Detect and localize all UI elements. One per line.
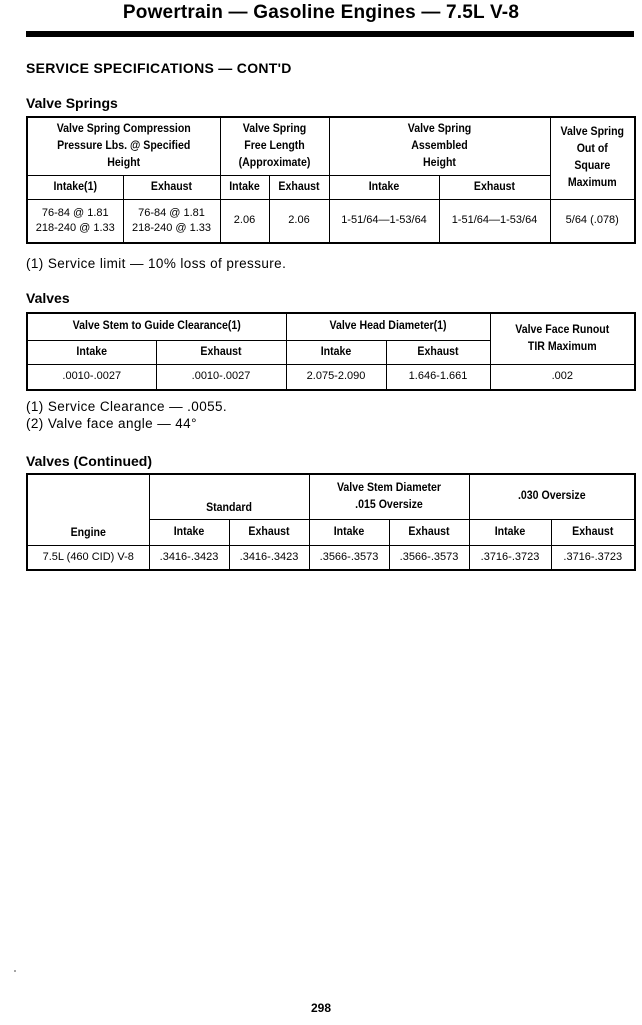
- sub-exhaust: Exhaust: [390, 340, 486, 364]
- sub-exhaust: Exhaust: [161, 340, 281, 364]
- engine-cell: 7.5L (460 CID) V-8: [27, 545, 149, 570]
- free-intake-cell: 2.06: [220, 199, 269, 243]
- std-intake-cell: .3416-.3423: [149, 545, 229, 570]
- sub-exhaust: Exhaust: [232, 519, 306, 545]
- scan-speck: [14, 970, 16, 972]
- sub-intake1: Intake(1): [31, 175, 119, 199]
- comp-exhaust-cell: 76-84 @ 1.81 218-240 @ 1.33: [123, 199, 220, 243]
- col-standard: Standard: [155, 474, 302, 519]
- valves-continued-heading: Valves (Continued): [26, 453, 153, 469]
- col-free-length: Valve Spring Free Length (Approximate): [224, 117, 324, 175]
- page-number: 298: [310, 1001, 332, 1015]
- stem-diameter-group-label: Valve Stem Diameter: [336, 481, 442, 494]
- sub-intake: Intake: [333, 175, 434, 199]
- valves-note-1: (1) Service Clearance — .0055.: [26, 399, 228, 414]
- title-rule: [26, 31, 634, 37]
- col-015-oversize: Valve Stem Diameter .015 Oversize: [315, 474, 462, 519]
- sub-intake: Intake: [152, 519, 226, 545]
- col-stem-guide-clearance: Valve Stem to Guide Clearance(1): [37, 313, 275, 340]
- sub-intake: Intake: [290, 340, 382, 364]
- o15-exhaust-cell: .3566-.3573: [389, 545, 469, 570]
- sub-exhaust: Exhaust: [443, 175, 545, 199]
- runout-cell: .002: [490, 364, 635, 390]
- col-assembled-height: Valve Spring Assembled Height: [338, 117, 541, 175]
- o30-intake-cell: .3716-.3723: [469, 545, 551, 570]
- sub-exhaust: Exhaust: [554, 519, 631, 545]
- sub-exhaust: Exhaust: [127, 175, 216, 199]
- valve-springs-heading: Valve Springs: [26, 95, 118, 111]
- std-exhaust-cell: .3416-.3423: [229, 545, 309, 570]
- sub-intake: Intake: [222, 175, 267, 199]
- valve-springs-note: (1) Service limit — 10% loss of pressure.: [26, 256, 287, 271]
- o15-intake-cell: .3566-.3573: [309, 545, 389, 570]
- section-title: SERVICE SPECIFICATIONS — CONT'D: [26, 60, 292, 76]
- valves-continued-table: [26, 473, 636, 571]
- assembled-exhaust-cell: 1-51/64—1-53/64: [439, 199, 550, 243]
- clearance-exhaust-cell: .0010-.0027: [156, 364, 286, 390]
- clearance-intake-cell: .0010-.0027: [27, 364, 156, 390]
- col-compression-pressure: Valve Spring Compression Pressure Lbs. @ Specified Height: [35, 117, 213, 175]
- o30-exhaust-cell: .3716-.3723: [551, 545, 635, 570]
- sub-exhaust: Exhaust: [392, 519, 466, 545]
- head-exhaust-cell: 1.646-1.661: [386, 364, 490, 390]
- col-out-of-square: Valve Spring Out of Square Maximum: [553, 117, 631, 199]
- valves-heading: Valves: [26, 290, 70, 306]
- sub-exhaust: Exhaust: [271, 175, 326, 199]
- assembled-intake-cell: 1-51/64—1-53/64: [329, 199, 439, 243]
- valves-table: [26, 312, 636, 391]
- sub-intake: Intake: [312, 519, 386, 545]
- valve-springs-table: [26, 116, 636, 244]
- free-exhaust-cell: 2.06: [269, 199, 329, 243]
- comp-intake-cell: 76-84 @ 1.81 218-240 @ 1.33: [27, 199, 123, 243]
- square-max-cell: 5/64 (.078): [550, 199, 635, 243]
- col-engine: Engine: [32, 474, 144, 545]
- page-title: Powertrain — Gasoline Engines — 7.5L V-8: [122, 2, 520, 23]
- sub-intake: Intake: [472, 519, 547, 545]
- col-030-oversize: .030 Oversize: [476, 474, 629, 519]
- col-face-runout: Valve Face Runout TIR Maximum: [496, 313, 629, 364]
- col-head-diameter: Valve Head Diameter(1): [294, 313, 482, 340]
- head-intake-cell: 2.075-2.090: [286, 364, 386, 390]
- sub-intake: Intake: [32, 340, 151, 364]
- valves-note-2: (2) Valve face angle — 44°: [26, 416, 197, 431]
